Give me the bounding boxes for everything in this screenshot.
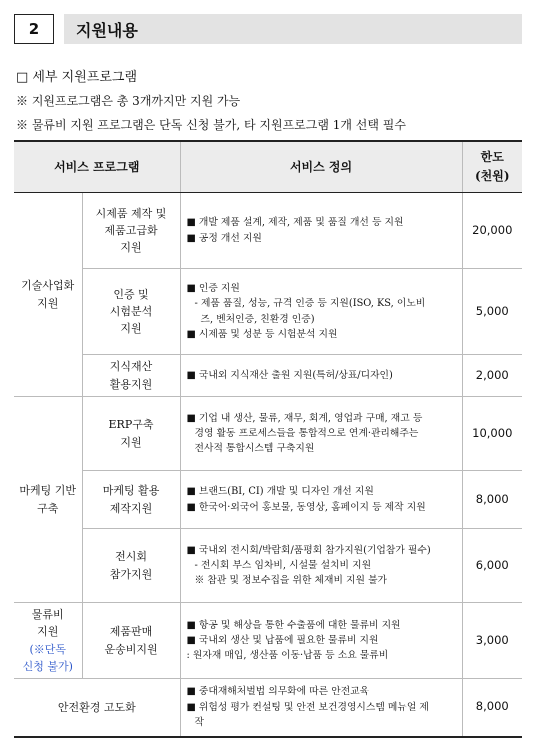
definition-line: ■ 한국어·외국어 홍보물, 동영상, 홈페이지 등 제작 지원: [186, 501, 426, 513]
program-limit: 20,000: [462, 193, 522, 269]
definition-line: ■ 인증 지원: [186, 283, 240, 295]
program-name-line: 시험분석: [109, 304, 153, 318]
table-row: [14, 471, 522, 529]
section-header: [14, 14, 522, 44]
header-limit: [462, 141, 522, 193]
header-definition: 서비스 정의: [180, 141, 462, 193]
program-name-line: 참가지원: [109, 567, 153, 581]
program-limit: 10,000: [462, 397, 522, 471]
table-row: [14, 529, 522, 603]
table-row: [14, 355, 522, 397]
program-definition: [180, 397, 462, 471]
category-note: (※단독: [29, 642, 67, 656]
program-name-line: 제작지원: [109, 501, 153, 515]
program-definition: [180, 603, 462, 679]
program-name-line: 제품고급화: [104, 223, 158, 237]
definition-line: 전사적 통합시스템 구축지원: [194, 443, 315, 455]
program-definition: [180, 269, 462, 355]
category-line: 물류비: [31, 608, 64, 622]
definition-line: ※ 참관 및 정보수집을 위한 체재비 지원 불가: [194, 575, 387, 587]
definition-line: ■ 국내외 생산 및 납품에 필요한 물류비 지원: [186, 634, 379, 646]
intro-note-1: ※ 지원프로그램은 총 3개까지만 지원 가능: [16, 94, 241, 108]
table-row: [14, 193, 522, 269]
program-limit: 3,000: [462, 603, 522, 679]
program-name-line: 지원: [120, 322, 142, 336]
section-title: 지원내용: [64, 14, 522, 44]
category-logistics: [14, 603, 82, 679]
program-limit: 5,000: [462, 269, 522, 355]
program-definition: [180, 679, 462, 737]
program-definition: [180, 355, 462, 397]
table-header-row: [14, 141, 522, 193]
program-name: [82, 471, 180, 529]
program-limit: 6,000: [462, 529, 522, 603]
program-name: [82, 355, 180, 397]
definition-line: ■ 공정 개선 지원: [186, 232, 262, 244]
program-name: [82, 193, 180, 269]
table-row: [14, 679, 522, 737]
program-table: [14, 140, 522, 738]
definition-line: ■ 중대재해처벌법 의무화에 따른 안전교육: [186, 686, 370, 698]
program-limit: 2,000: [462, 355, 522, 397]
header-limit-line1: 한도: [480, 150, 504, 165]
program-name: [82, 269, 180, 355]
definition-line: 작: [194, 716, 204, 728]
definition-line: ■ 국내외 지식재산 출원 지원(특허/상표/디자인): [186, 369, 393, 381]
definition-line: 경영 활동 프로세스들을 통합적으로 연계·관리해주는: [194, 427, 419, 439]
program-limit: 8,000: [462, 471, 522, 529]
category-marketing: 마케팅 기반구축: [14, 397, 82, 603]
program-name-line: 시제품 제작 및: [95, 206, 167, 220]
definition-line: - 전시회 부스 임차비, 시설물 설치비 지원: [194, 559, 372, 571]
program-name: [82, 397, 180, 471]
header-limit-line2: (천원): [474, 169, 510, 183]
header-program: 서비스 프로그램: [14, 141, 180, 193]
intro-note-2: ※ 물류비 지원 프로그램은 단독 신청 불가, 타 지원프로그램 1개 선택 필수: [16, 118, 406, 132]
definition-line: ■ 시제품 및 성분 등 시험분석 지원: [186, 328, 338, 340]
definition-line: : 원자재 매입, 생산품 이동·납품 등 소요 물류비: [186, 650, 389, 662]
category-line: 지원: [37, 625, 59, 639]
category-safety: 안전환경 고도화: [14, 679, 180, 737]
program-name-line: 활용지원: [109, 377, 153, 391]
program-name-line: 인증 및: [113, 287, 149, 301]
table-row: [14, 603, 522, 679]
program-name-line: 전시회: [115, 550, 147, 564]
definition-line: ■ 기업 내 생산, 물류, 재무, 회계, 영업과 구매, 재고 등: [186, 412, 423, 424]
definition-line: ■ 국내외 전시회/박람회/품평회 참가지원(기업참가 필수): [186, 544, 431, 556]
definition-line: ■ 브랜드(BI, CI) 개발 및 디자인 개선 지원: [186, 486, 374, 498]
definition-line: 즈, 벤처인증, 친환경 인증): [200, 313, 315, 325]
program-name-line: 마케팅 활용: [102, 484, 160, 498]
definition-line: - 제품 품질, 성능, 규격 인증 등 지원(ISO, KS, 이노비: [194, 298, 426, 310]
definition-line: ■ 위험성 평가 컨설팅 및 안전 보건경영시스템 메뉴얼 제: [186, 701, 429, 713]
program-definition: [180, 471, 462, 529]
definition-line: ■ 개발 제품 설계, 제작, 제품 및 품질 개선 등 지원: [186, 217, 404, 229]
program-limit: 8,000: [462, 679, 522, 737]
program-name-line: 지원: [120, 435, 142, 449]
program-definition: [180, 193, 462, 269]
section-number: 2: [14, 14, 54, 44]
category-note: 신청 불가): [22, 659, 73, 673]
program-name-line: 지식재산: [109, 360, 153, 374]
category-tech: 기술사업화 지원: [14, 193, 82, 397]
program-name-line: 지원: [120, 241, 142, 255]
program-name-line: 운송비지원: [104, 642, 158, 656]
table-row: [14, 269, 522, 355]
definition-line: ■ 항공 및 해상을 통한 수출품에 대한 물류비 지원: [186, 619, 401, 631]
table-row: [14, 397, 522, 471]
program-definition: [180, 529, 462, 603]
program-name-line: 제품판매: [109, 625, 153, 639]
program-name: [82, 603, 180, 679]
program-name-line: ERP구축: [108, 418, 154, 432]
program-name: [82, 529, 180, 603]
intro-heading: □ 세부 지원프로그램: [16, 70, 138, 85]
